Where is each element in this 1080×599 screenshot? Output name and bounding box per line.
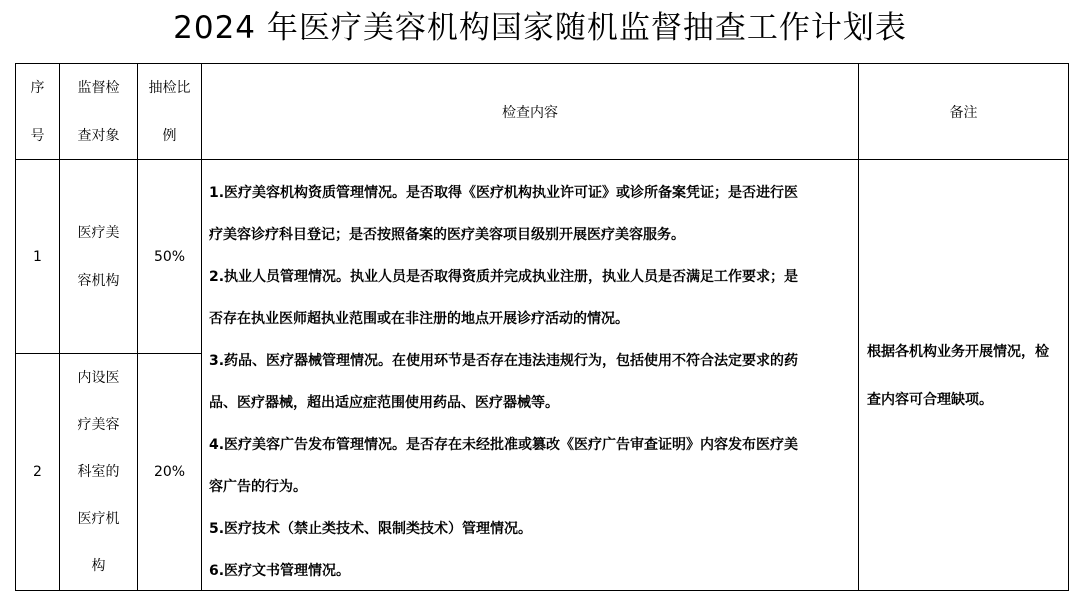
content-line: 5.医疗技术（禁止类技术、限制类技术）管理情况。 [209, 521, 533, 537]
content-line: 3.药品、医疗器械管理情况。在使用环节是否存在违法违规行为，包括使用不符合法定要求的药 [209, 353, 799, 369]
row-2-target: 内设医 疗美容 科室的 医疗机 构 [77, 369, 120, 574]
content-line: 4.医疗美容广告发布管理情况。是否存在未经批准或篡改《医疗广告审查证明》内容发布医疗美 [209, 437, 799, 453]
header-seq: 序 号 [30, 79, 45, 144]
row-2-seq: 2 [33, 464, 42, 480]
header-content: 检查内容 [502, 104, 558, 121]
note-line: 查内容可合理缺项。 [867, 392, 993, 408]
header-target: 监督检 查对象 [77, 79, 120, 144]
row-1-target: 医疗美 容机构 [77, 224, 120, 289]
row-1-ratio: 50% [153, 248, 186, 265]
inspection-content [209, 172, 857, 592]
header-note: 备注 [949, 104, 978, 121]
content-line: 2.执业人员管理情况。执业人员是否取得资质并完成执业注册，执业人员是否满足工作要求；是 [209, 269, 799, 285]
content-line: 否存在执业医师超执业范围或在非注册的地点开展诊疗活动的情况。 [209, 311, 629, 327]
content-line: 容广告的行为。 [209, 479, 307, 495]
note-text [867, 328, 1067, 424]
content-line: 6.医疗文书管理情况。 [209, 563, 351, 579]
header-ratio: 抽检比 例 [148, 79, 191, 144]
row-1-seq: 1 [33, 248, 42, 265]
table-border-right [1068, 63, 1069, 591]
note-line: 根据各机构业务开展情况，检 [867, 344, 1049, 360]
content-line: 疗美容诊疗科目登记；是否按照备案的医疗美容项目级别开展医疗美容服务。 [209, 227, 685, 243]
row-2-ratio: 20% [153, 464, 186, 480]
page-title: 2024 年医疗美容机构国家随机监督抽查工作计划表 [173, 10, 907, 46]
content-line: 品、医疗器械，超出适应症范围使用药品、医疗器械等。 [209, 395, 559, 411]
content-line: 1.医疗美容机构资质管理情况。是否取得《医疗机构执业许可证》或诊所备案凭证；是否进行医 [209, 185, 799, 201]
